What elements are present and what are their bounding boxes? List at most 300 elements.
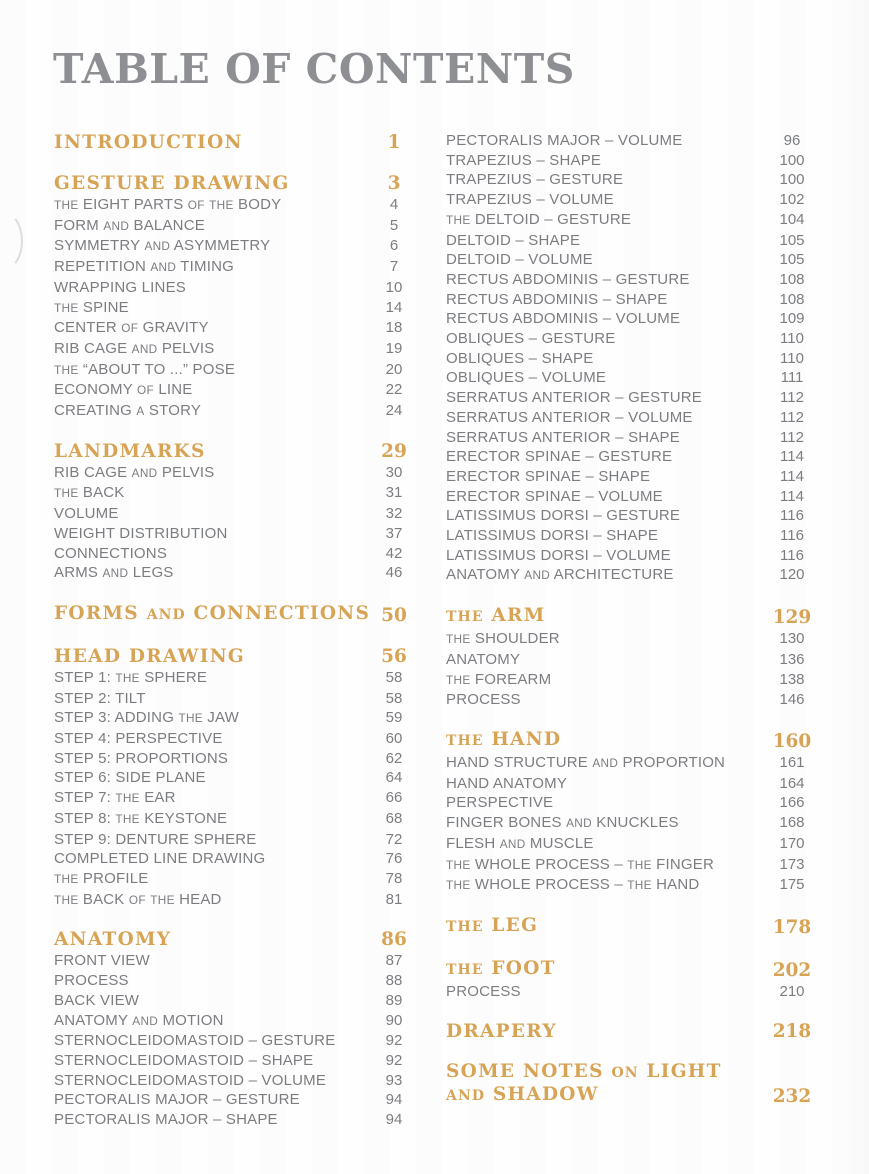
- small-cap-word: AND: [446, 1088, 486, 1105]
- entry-label: RECTUS ABDOMINIS – VOLUME: [446, 310, 681, 328]
- entry-page-number: 5: [389, 216, 399, 234]
- toc-section-heading: [54, 928, 417, 951]
- entry-page-number: 120: [779, 566, 805, 584]
- toc-entry: [446, 875, 815, 896]
- toc-entry: [54, 849, 417, 869]
- small-cap-word: OF: [128, 892, 146, 907]
- entry-label: FINGER BONES AND KNUCKLES: [446, 814, 679, 832]
- entry-page-number: 58: [385, 689, 403, 707]
- small-cap-word: THE: [54, 362, 79, 377]
- toc-entry: [54, 1071, 417, 1091]
- entry-page-number: 22: [385, 381, 403, 399]
- entry-page-number: 62: [385, 749, 403, 767]
- toc-entry: [54, 1051, 417, 1071]
- toc-entry: [446, 290, 815, 310]
- toc-entry: [446, 388, 815, 408]
- entry-page-number: 96: [783, 132, 801, 149]
- small-cap-word: THE: [54, 871, 79, 886]
- small-cap-word: THE: [446, 632, 471, 647]
- section-page-number: 202: [772, 959, 812, 981]
- entry-page-number: 90: [385, 1011, 403, 1029]
- entry-label: ARMS AND LEGS: [54, 564, 174, 582]
- section-title: THE FOOT: [446, 957, 556, 979]
- entry-page-number: 10: [385, 278, 403, 296]
- section-page-number: 86: [381, 929, 407, 951]
- entry-page-number: 102: [779, 191, 805, 209]
- section-title: SOME NOTES ON LIGHT AND SHADOW: [446, 1060, 722, 1106]
- section-page-number: 56: [381, 645, 407, 667]
- entry-page-number: 4: [389, 196, 399, 213]
- entry-label: ERECTOR SPINAE – SHAPE: [446, 467, 651, 485]
- entry-label: RIB CAGE AND PELVIS: [54, 463, 215, 481]
- small-cap-word: AND: [131, 341, 158, 356]
- entry-page-number: 166: [779, 794, 805, 812]
- section-title: THE HAND: [446, 728, 562, 750]
- toc-entry: [54, 318, 417, 339]
- small-cap-word: THE: [54, 892, 79, 907]
- small-cap-word: THE: [115, 811, 140, 826]
- entry-label: SERRATUS ANTERIOR – GESTURE: [446, 389, 702, 407]
- entry-label: STEP 6: SIDE PLANE: [54, 769, 206, 787]
- scan-edge-shading: [845, 0, 869, 1174]
- toc-entry: [446, 151, 815, 171]
- entry-page-number: 100: [779, 171, 805, 189]
- entry-page-number: 112: [780, 408, 804, 426]
- small-cap-word: THE: [54, 198, 79, 212]
- entry-page-number: 104: [779, 210, 805, 228]
- toc-entry: [54, 339, 417, 360]
- entry-page-number: 108: [779, 270, 805, 288]
- entry-page-number: 175: [779, 876, 805, 894]
- toc-entry: [446, 309, 815, 329]
- entry-page-number: 164: [779, 774, 805, 792]
- toc-entry: [446, 855, 815, 876]
- entry-label: STEP 2: TILT: [54, 689, 146, 707]
- toc-section: [446, 728, 815, 896]
- toc-entry: [446, 565, 815, 586]
- entry-label: STEP 7: THE EAR: [54, 789, 176, 807]
- entry-label: THE WHOLE PROCESS – THE HAND: [446, 876, 700, 894]
- small-cap-word: THE: [446, 212, 471, 227]
- entry-label: STERNOCLEIDOMASTOID – GESTURE: [54, 1032, 336, 1050]
- entry-page-number: 138: [779, 670, 805, 688]
- entry-label: PERSPECTIVE: [446, 794, 554, 812]
- toc-entry: [54, 298, 417, 319]
- section-title: FORMS AND CONNECTIONS: [54, 602, 371, 624]
- entry-page-number: 114: [780, 448, 804, 466]
- small-cap-word: OF: [187, 198, 205, 212]
- entry-label: STEP 3: ADDING THE JAW: [54, 709, 240, 727]
- toc-entry: [54, 809, 417, 830]
- entry-label: HAND STRUCTURE AND PROPORTION: [446, 753, 726, 771]
- toc-entry: [446, 190, 815, 210]
- small-cap-word: THE: [115, 791, 140, 806]
- entry-label: STEP 8: THE KEYSTONE: [54, 809, 228, 827]
- entry-label: PECTORALIS MAJOR – GESTURE: [54, 1091, 300, 1109]
- section-page-number: 178: [772, 916, 812, 938]
- toc-entry: [54, 236, 417, 257]
- entry-page-number: 136: [779, 650, 805, 668]
- entry-page-number: 60: [385, 730, 403, 748]
- toc-entry: [446, 650, 815, 670]
- entry-page-number: 112: [780, 389, 804, 407]
- section-page-number: 1: [387, 132, 401, 153]
- toc-entry: [446, 447, 815, 467]
- small-cap-word: THE: [446, 672, 471, 687]
- entry-page-number: 58: [385, 668, 403, 686]
- entry-label: ANATOMY AND ARCHITECTURE: [446, 566, 674, 584]
- small-cap-word: AND: [592, 755, 619, 770]
- entry-page-number: 130: [779, 630, 805, 648]
- toc-entry: [446, 526, 815, 546]
- toc-entry: [54, 401, 417, 422]
- toc-section-heading: [446, 728, 815, 753]
- small-cap-word: THE: [446, 732, 484, 749]
- entry-page-number: 78: [385, 869, 403, 887]
- toc-entry: [446, 250, 815, 270]
- entry-label: THE WHOLE PROCESS – THE FINGER: [446, 855, 715, 873]
- small-cap-word: AND: [150, 260, 177, 275]
- toc-entry: [446, 813, 815, 834]
- entry-page-number: 30: [385, 463, 403, 481]
- entry-page-number: 46: [385, 564, 403, 582]
- toc-section-heading: [54, 602, 417, 627]
- entry-page-number: 37: [385, 524, 403, 542]
- entry-label: STEP 4: PERSPECTIVE: [54, 730, 223, 748]
- entry-label: STEP 9: DENTURE SPHERE: [54, 830, 257, 848]
- toc-section: [54, 645, 417, 910]
- toc-entry: [446, 467, 815, 487]
- entry-label: SERRATUS ANTERIOR – VOLUME: [446, 408, 693, 426]
- entry-page-number: 92: [385, 1032, 403, 1050]
- toc-entry: [446, 170, 815, 190]
- entry-page-number: 6: [389, 237, 399, 255]
- entry-page-number: 146: [779, 691, 805, 709]
- entry-page-number: 18: [385, 319, 403, 337]
- toc-entry: [446, 670, 815, 691]
- section-page-number: 3: [387, 173, 401, 194]
- toc-entry: [54, 689, 417, 709]
- entry-page-number: 111: [780, 369, 804, 387]
- toc-section-heading: [54, 131, 417, 154]
- scan-artifact-notch: [0, 211, 23, 271]
- toc-entry: [446, 131, 815, 151]
- toc-entry: [446, 982, 815, 1002]
- entry-page-number: 72: [385, 830, 403, 848]
- entry-label: OBLIQUES – SHAPE: [446, 349, 594, 367]
- entry-label: WEIGHT DISTRIBUTION: [54, 524, 228, 542]
- entry-page-number: 59: [385, 709, 403, 727]
- small-cap-word: THE: [446, 857, 471, 872]
- entry-page-number: 68: [385, 809, 403, 827]
- toc-entry: [54, 951, 417, 971]
- entry-page-number: 116: [780, 546, 804, 564]
- entry-label: CREATING A STORY: [54, 402, 202, 420]
- entry-page-number: 20: [385, 360, 403, 378]
- toc-entry: [54, 971, 417, 991]
- toc-entry: [54, 869, 417, 890]
- toc-entry: [54, 380, 417, 401]
- small-cap-word: THE: [150, 892, 175, 907]
- small-cap-word: THE: [54, 300, 79, 315]
- toc-entry: [446, 368, 815, 388]
- entry-label: PROCESS: [446, 691, 521, 709]
- small-cap-word: THE: [446, 961, 484, 978]
- toc-section-heading: [446, 1020, 815, 1043]
- toc-entry: [446, 428, 815, 448]
- small-cap-word: AND: [132, 1013, 159, 1028]
- entry-page-number: 88: [385, 972, 403, 990]
- small-cap-word: THE: [446, 878, 471, 893]
- section-title: HEAD DRAWING: [54, 645, 246, 667]
- entry-page-number: 42: [385, 544, 403, 562]
- entry-label: CENTER OF GRAVITY: [54, 319, 209, 337]
- entry-page-number: 110: [780, 349, 804, 367]
- toc-entry: [54, 524, 417, 544]
- small-cap-word: AND: [102, 566, 129, 581]
- toc-section: [446, 1020, 815, 1043]
- entry-page-number: 100: [779, 151, 805, 169]
- toc-entry: [54, 563, 417, 584]
- entry-label: THE SHOULDER: [446, 630, 560, 648]
- toc-section-heading: [446, 914, 815, 939]
- small-cap-word: AND: [499, 836, 526, 851]
- entry-label: DELTOID – VOLUME: [446, 251, 593, 269]
- entry-label: PECTORALIS MAJOR – VOLUME: [446, 132, 683, 149]
- entry-label: LATISSIMUS DORSI – GESTURE: [446, 507, 681, 525]
- toc-section-heading: [446, 604, 815, 629]
- toc-entry: [446, 774, 815, 794]
- entry-label: ERECTOR SPINAE – GESTURE: [446, 448, 673, 466]
- toc-section: [54, 131, 417, 154]
- toc-entry: [54, 991, 417, 1011]
- toc-entry: [446, 834, 815, 855]
- toc-entry: [54, 1011, 417, 1032]
- toc-entry: [54, 768, 417, 788]
- entry-label: BACK VIEW: [54, 991, 140, 1009]
- entry-label: ECONOMY OF LINE: [54, 381, 193, 399]
- toc-section: [54, 440, 417, 584]
- entry-label: STEP 1: THE SPHERE: [54, 668, 208, 686]
- toc-section: [446, 914, 815, 939]
- section-title: DRAPERY: [446, 1020, 557, 1042]
- toc-entry: [446, 546, 815, 566]
- toc-entry: [54, 257, 417, 278]
- entry-page-number: 76: [385, 850, 403, 868]
- entry-label: THE BACK OF THE HEAD: [54, 890, 222, 908]
- toc-column-right: [446, 131, 815, 1108]
- toc-entry: [54, 890, 417, 911]
- toc-entry: [54, 360, 417, 381]
- toc-entry: [54, 749, 417, 769]
- entry-label: VOLUME: [54, 505, 119, 523]
- toc-entry: [446, 506, 815, 526]
- small-cap-word: THE: [209, 198, 234, 212]
- toc-entry: [54, 216, 417, 237]
- toc-entry: [54, 483, 417, 504]
- entry-label: THE SPINE: [54, 298, 129, 316]
- entry-label: TRAPEZIUS – GESTURE: [446, 171, 624, 189]
- entry-page-number: 110: [780, 330, 804, 348]
- section-page-number: 160: [772, 730, 812, 752]
- entry-page-number: 92: [385, 1051, 403, 1069]
- toc-entry: [446, 487, 815, 507]
- entry-label: OBLIQUES – VOLUME: [446, 369, 607, 387]
- small-cap-word: AND: [131, 465, 158, 480]
- page-title: TABLE OF CONTENTS: [53, 45, 575, 93]
- toc-column-left: [54, 131, 417, 1130]
- entry-page-number: 173: [779, 855, 805, 873]
- entry-page-number: 66: [385, 789, 403, 807]
- small-cap-word: THE: [627, 878, 652, 893]
- entry-label: ANATOMY: [446, 650, 521, 668]
- section-title: THE ARM: [446, 605, 546, 627]
- entry-label: STERNOCLEIDOMASTOID – VOLUME: [54, 1071, 327, 1089]
- entry-label: HAND ANATOMY: [446, 774, 568, 792]
- section-page-number: 232: [772, 1086, 812, 1108]
- toc-section-heading: [446, 1061, 815, 1108]
- entry-label: SERRATUS ANTERIOR – SHAPE: [446, 428, 680, 446]
- entry-page-number: 7: [389, 258, 399, 276]
- small-cap-word: THE: [178, 711, 203, 726]
- entry-page-number: 94: [385, 1091, 403, 1109]
- toc-entry: [446, 270, 815, 290]
- entry-label: THE EIGHT PARTS OF THE BODY: [54, 196, 282, 213]
- entry-label: THE DELTOID – GESTURE: [446, 210, 632, 228]
- entry-label: TRAPEZIUS – VOLUME: [446, 191, 614, 209]
- section-page-number: 29: [381, 440, 407, 462]
- entry-label: LATISSIMUS DORSI – VOLUME: [446, 546, 671, 564]
- toc-section-heading: [446, 957, 815, 982]
- entry-page-number: 105: [779, 231, 805, 249]
- toc-section: [54, 602, 417, 627]
- toc-entry: [446, 349, 815, 369]
- entry-label: COMPLETED LINE DRAWING: [54, 850, 266, 868]
- entry-label: REPETITION AND TIMING: [54, 258, 234, 276]
- toc-entry: [54, 195, 417, 216]
- entry-page-number: 32: [385, 505, 403, 523]
- entry-label: SYMMETRY AND ASYMMETRY: [54, 237, 271, 255]
- toc-section: [54, 928, 417, 1129]
- toc-entry: [54, 1090, 417, 1110]
- entry-label: THE PROFILE: [54, 869, 149, 887]
- entry-page-number: 114: [780, 487, 804, 505]
- entry-label: TRAPEZIUS – SHAPE: [446, 151, 602, 169]
- toc-entry: [446, 753, 815, 774]
- toc-entry: [54, 788, 417, 809]
- entry-label: PECTORALIS MAJOR – SHAPE: [54, 1111, 278, 1129]
- small-cap-word: THE: [54, 486, 79, 501]
- entry-page-number: 89: [385, 991, 403, 1009]
- entry-page-number: 94: [385, 1111, 403, 1129]
- small-cap-word: AND: [144, 239, 171, 254]
- section-title: LANDMARKS: [54, 440, 206, 462]
- toc-section: [446, 131, 815, 586]
- entry-page-number: 210: [779, 982, 805, 1000]
- toc-entry: [446, 629, 815, 650]
- small-cap-word: AND: [524, 568, 551, 583]
- toc-entry: [54, 1031, 417, 1051]
- entry-label: LATISSIMUS DORSI – SHAPE: [446, 527, 659, 545]
- section-title: ANATOMY: [54, 929, 172, 951]
- entry-label: THE “ABOUT TO ...” POSE: [54, 360, 236, 378]
- toc-entry: [446, 690, 815, 710]
- entry-page-number: 161: [779, 753, 805, 771]
- toc-entry: [54, 278, 417, 298]
- small-cap-word: THE: [446, 918, 484, 935]
- small-cap-word: OF: [137, 383, 154, 398]
- small-cap-word: THE: [446, 609, 484, 626]
- toc-entry: [54, 708, 417, 729]
- entry-page-number: 168: [779, 814, 805, 832]
- entry-page-number: 116: [780, 507, 804, 525]
- entry-label: THE FOREARM: [446, 670, 552, 688]
- entry-page-number: 14: [385, 298, 403, 316]
- entry-page-number: 105: [779, 251, 805, 269]
- entry-label: PROCESS: [446, 982, 521, 1000]
- entry-page-number: 116: [780, 527, 804, 545]
- toc-entry: [446, 210, 815, 231]
- entry-label: ERECTOR SPINAE – VOLUME: [446, 487, 663, 505]
- toc-section-heading: [54, 172, 417, 195]
- entry-label: STEP 5: PROPORTIONS: [54, 749, 229, 767]
- section-title: THE LEG: [446, 914, 539, 936]
- entry-label: ANATOMY AND MOTION: [54, 1011, 224, 1029]
- toc-entry: [54, 463, 417, 484]
- toc-entry: [54, 830, 417, 850]
- entry-label: FRONT VIEW: [54, 952, 150, 970]
- toc-entry: [54, 504, 417, 524]
- entry-label: STERNOCLEIDOMASTOID – SHAPE: [54, 1051, 314, 1069]
- toc-section-heading: [54, 440, 417, 463]
- small-cap-word: A: [136, 404, 145, 419]
- entry-label: WRAPPING LINES: [54, 278, 186, 296]
- small-cap-word: OF: [121, 321, 139, 336]
- toc-section: [446, 604, 815, 710]
- entry-label: PROCESS: [54, 972, 129, 990]
- toc-section-heading: [54, 645, 417, 668]
- section-page-number: 129: [772, 607, 812, 629]
- small-cap-word: THE: [115, 670, 140, 685]
- entry-page-number: 81: [385, 890, 403, 908]
- entry-label: THE BACK: [54, 484, 125, 502]
- toc-entry: [446, 329, 815, 349]
- small-cap-word: ON: [611, 1064, 639, 1081]
- small-cap-word: AND: [146, 606, 186, 623]
- entry-page-number: 114: [780, 467, 804, 485]
- entry-page-number: 64: [385, 769, 403, 787]
- toc-entry: [446, 408, 815, 428]
- entry-page-number: 112: [780, 428, 804, 446]
- section-page-number: 218: [772, 1020, 812, 1042]
- toc-section: [446, 957, 815, 1002]
- entry-page-number: 93: [385, 1071, 403, 1089]
- entry-page-number: 19: [385, 339, 403, 357]
- section-title: GESTURE DRAWING: [54, 173, 290, 194]
- toc-entry: [54, 729, 417, 749]
- entry-label: RECTUS ABDOMINIS – SHAPE: [446, 290, 668, 308]
- toc-entry: [54, 1110, 417, 1130]
- entry-label: FORM AND BALANCE: [54, 216, 205, 234]
- entry-label: DELTOID – SHAPE: [446, 231, 581, 249]
- toc-entry: [446, 231, 815, 251]
- small-cap-word: THE: [627, 857, 652, 872]
- small-cap-word: AND: [103, 218, 130, 233]
- entry-label: OBLIQUES – GESTURE: [446, 330, 616, 348]
- section-title: INTRODUCTION: [54, 132, 243, 153]
- entry-label: RECTUS ABDOMINIS – GESTURE: [446, 270, 690, 288]
- toc-entry: [446, 793, 815, 813]
